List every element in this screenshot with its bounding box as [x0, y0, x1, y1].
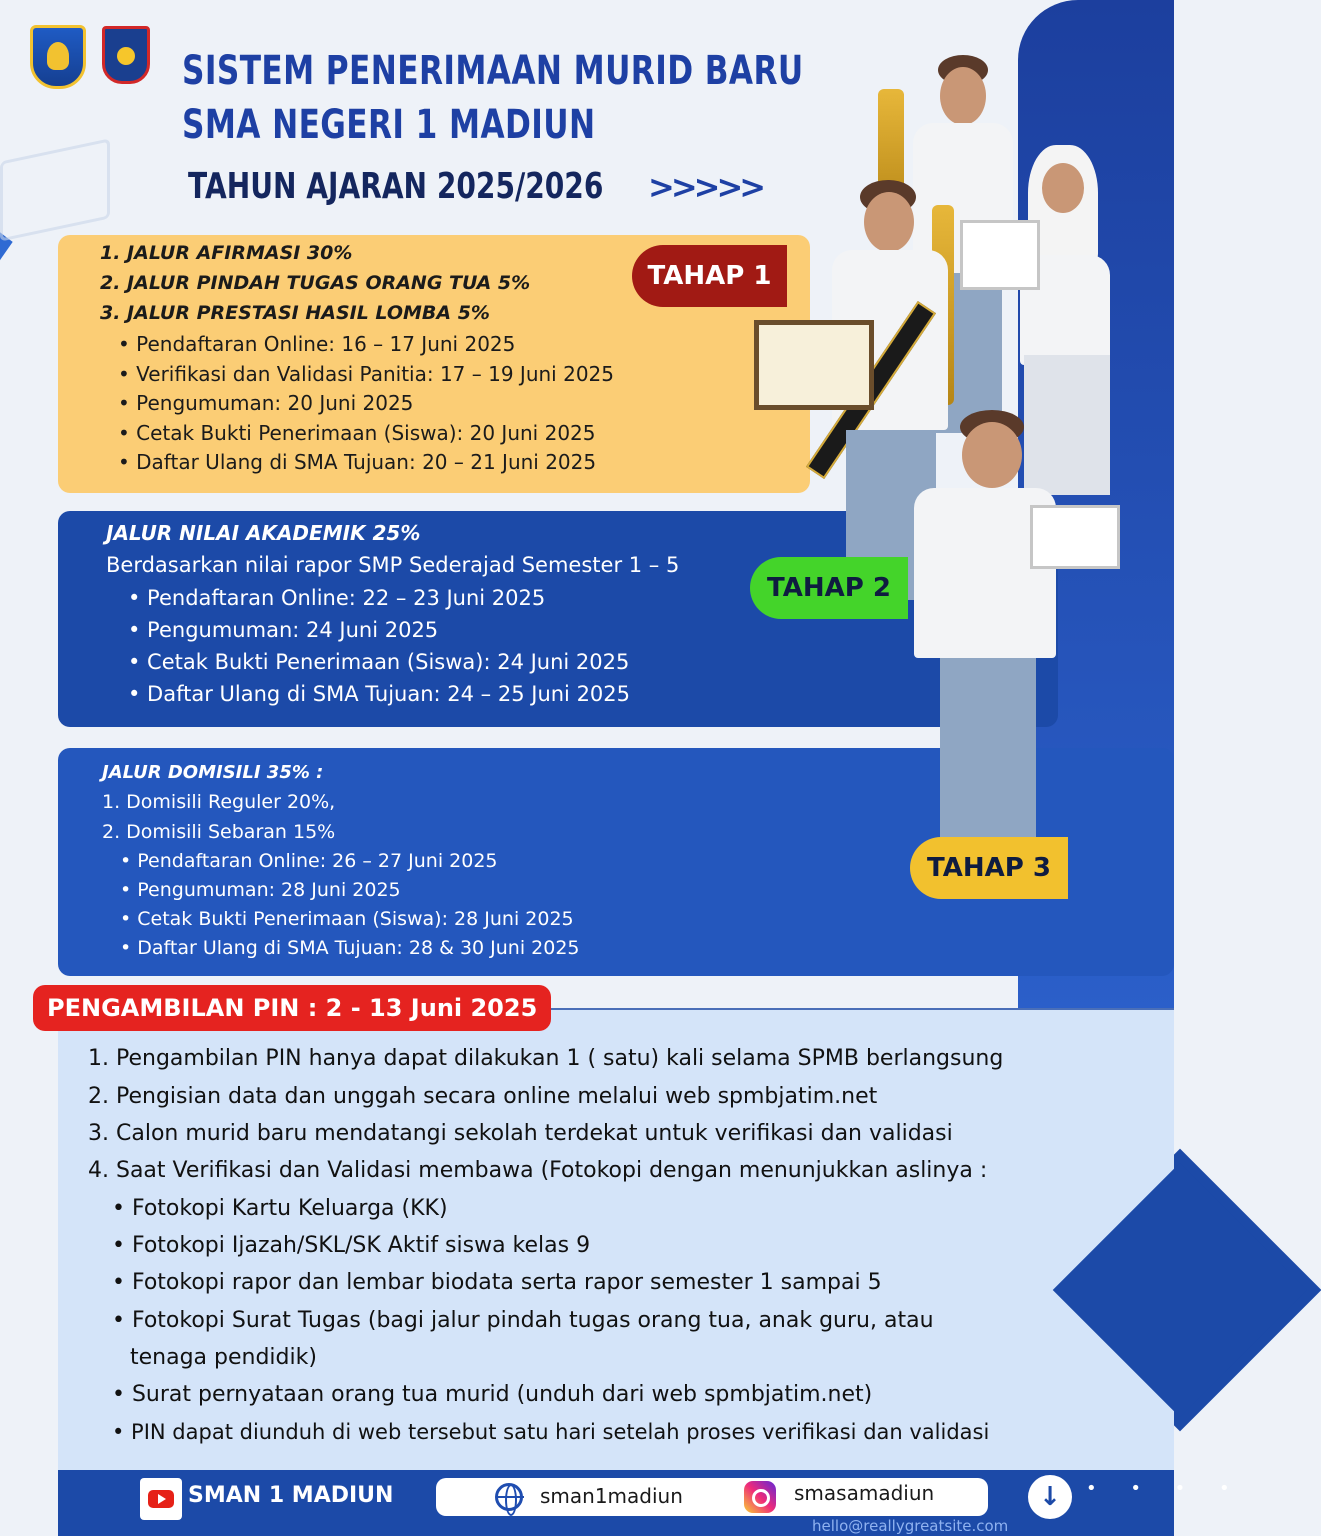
youtube-channel-link[interactable]: SMAN 1 MADIUN	[188, 1483, 394, 1508]
tahap1-badge: TAHAP 1	[632, 245, 787, 307]
tahap3-bullet: • Daftar Ulang di SMA Tujuan: 28 & 30 Juni 2025	[120, 937, 580, 959]
tahap2-badge: TAHAP 2	[750, 557, 908, 619]
tahap3-bullet: • Pendaftaran Online: 26 – 27 Juni 2025	[120, 850, 498, 872]
tahap2-bullet: • Pengumuman: 24 Juni 2025	[128, 618, 439, 642]
pin-bullet: • Fotokopi Ijazah/SKL/SK Aktif siswa kelas 9	[112, 1233, 591, 1258]
title-line-2: SMA NEGERI 1 MADIUN	[182, 102, 596, 148]
tahap1-bullet: • Pendaftaran Online: 16 – 17 Juni 2025	[118, 332, 516, 356]
tahap3-badge: TAHAP 3	[910, 837, 1068, 899]
tahap1-bullet: • Verifikasi dan Validasi Panitia: 17 – 19 Juni 2025	[118, 362, 614, 386]
logo-sma-icon	[102, 26, 150, 84]
email-link[interactable]: hello@reallygreatsite.com	[812, 1517, 1009, 1535]
certificate-image	[1030, 505, 1120, 569]
tahap2-bullet: • Cetak Bukti Penerimaan (Siswa): 24 Juni 2025	[128, 650, 630, 674]
certificate-image	[960, 220, 1040, 290]
decorative-dots: • • • •	[1086, 1478, 1244, 1499]
pin-line: 3. Calon murid baru mendatangi sekolah terdekat untuk verifikasi dan validasi	[88, 1121, 953, 1146]
tahap2-subheading: Berdasarkan nilai rapor SMP Sederajad Semester 1 – 5	[106, 553, 680, 577]
tahap3-line: 1. Domisili Reguler 20%,	[102, 791, 336, 813]
tahap2-bullet: • Pendaftaran Online: 22 – 23 Juni 2025	[128, 586, 546, 610]
certificate-image	[754, 320, 874, 410]
chevrons-icon: >>>>>	[648, 168, 763, 206]
logo-jatim-icon	[30, 25, 86, 89]
page-title	[182, 44, 804, 152]
tahap2-heading: JALUR NILAI AKADEMIK 25%	[106, 521, 421, 545]
instagram-icon[interactable]	[744, 1481, 776, 1513]
pin-bullet-continuation: tenaga pendidik)	[130, 1345, 317, 1370]
website-link[interactable]: sman1madiun	[540, 1484, 683, 1508]
academic-year: TAHUN AJARAN 2025/2026	[188, 166, 604, 207]
students-photo	[820, 55, 1120, 845]
tahap1-heading-3: 3. JALUR PRESTASI HASIL LOMBA 5%	[100, 302, 490, 324]
pin-line: 1. Pengambilan PIN hanya dapat dilakukan 1 ( satu) kali selama SPMB berlangsung	[88, 1046, 1004, 1071]
pin-title: PENGAMBILAN PIN : 2 - 13 Juni 2025	[33, 985, 551, 1031]
tahap1-bullet: • Pengumuman: 20 Juni 2025	[118, 391, 414, 415]
tahap2-bullet: • Daftar Ulang di SMA Tujuan: 24 – 25 Juni 2025	[128, 682, 631, 706]
tahap1-bullet: • Daftar Ulang di SMA Tujuan: 20 – 21 Juni 2025	[118, 450, 597, 474]
pin-bullet: • Fotokopi rapor dan lembar biodata serta rapor semester 1 sampai 5	[112, 1270, 882, 1295]
pin-line: 4. Saat Verifikasi dan Validasi membawa (Fotokopi dengan menunjukkan aslinya :	[88, 1158, 988, 1183]
tahap3-heading: JALUR DOMISILI 35% :	[102, 762, 324, 783]
youtube-icon[interactable]	[140, 1478, 182, 1520]
student-figure	[910, 410, 1060, 845]
instagram-link[interactable]: smasamadiun	[794, 1481, 935, 1505]
pin-bullet: • Surat pernyataan orang tua murid (unduh dari web spmbjatim.net)	[112, 1382, 873, 1407]
tahap3-bullet: • Pengumuman: 28 Juni 2025	[120, 879, 401, 901]
tahap1-bullet: • Cetak Bukti Penerimaan (Siswa): 20 Juni 2025	[118, 421, 596, 445]
pin-bullet: • Fotokopi Kartu Keluarga (KK)	[112, 1196, 448, 1221]
tahap1-heading-1: 1. JALUR AFIRMASI 30%	[100, 242, 353, 264]
globe-icon[interactable]	[495, 1483, 523, 1511]
pin-bullet: • PIN dapat diunduh di web tersebut satu hari setelah proses verifikasi dan validasi	[112, 1420, 990, 1444]
tahap3-bullet: • Cetak Bukti Penerimaan (Siswa): 28 Juni 2025	[120, 908, 574, 930]
title-line-1: SISTEM PENERIMAAN MURID BARU	[182, 48, 804, 94]
tahap1-heading-2: 2. JALUR PINDAH TUGAS ORANG TUA 5%	[100, 272, 531, 294]
tahap3-line: 2. Domisili Sebaran 15%	[102, 821, 336, 843]
pin-bullet: • Fotokopi Surat Tugas (bagi jalur pindah tugas orang tua, anak guru, atau	[112, 1308, 934, 1333]
arrow-down-icon[interactable]: ↓	[1028, 1475, 1072, 1519]
pin-line: 2. Pengisian data dan unggah secara online melalui web spmbjatim.net	[88, 1084, 878, 1109]
